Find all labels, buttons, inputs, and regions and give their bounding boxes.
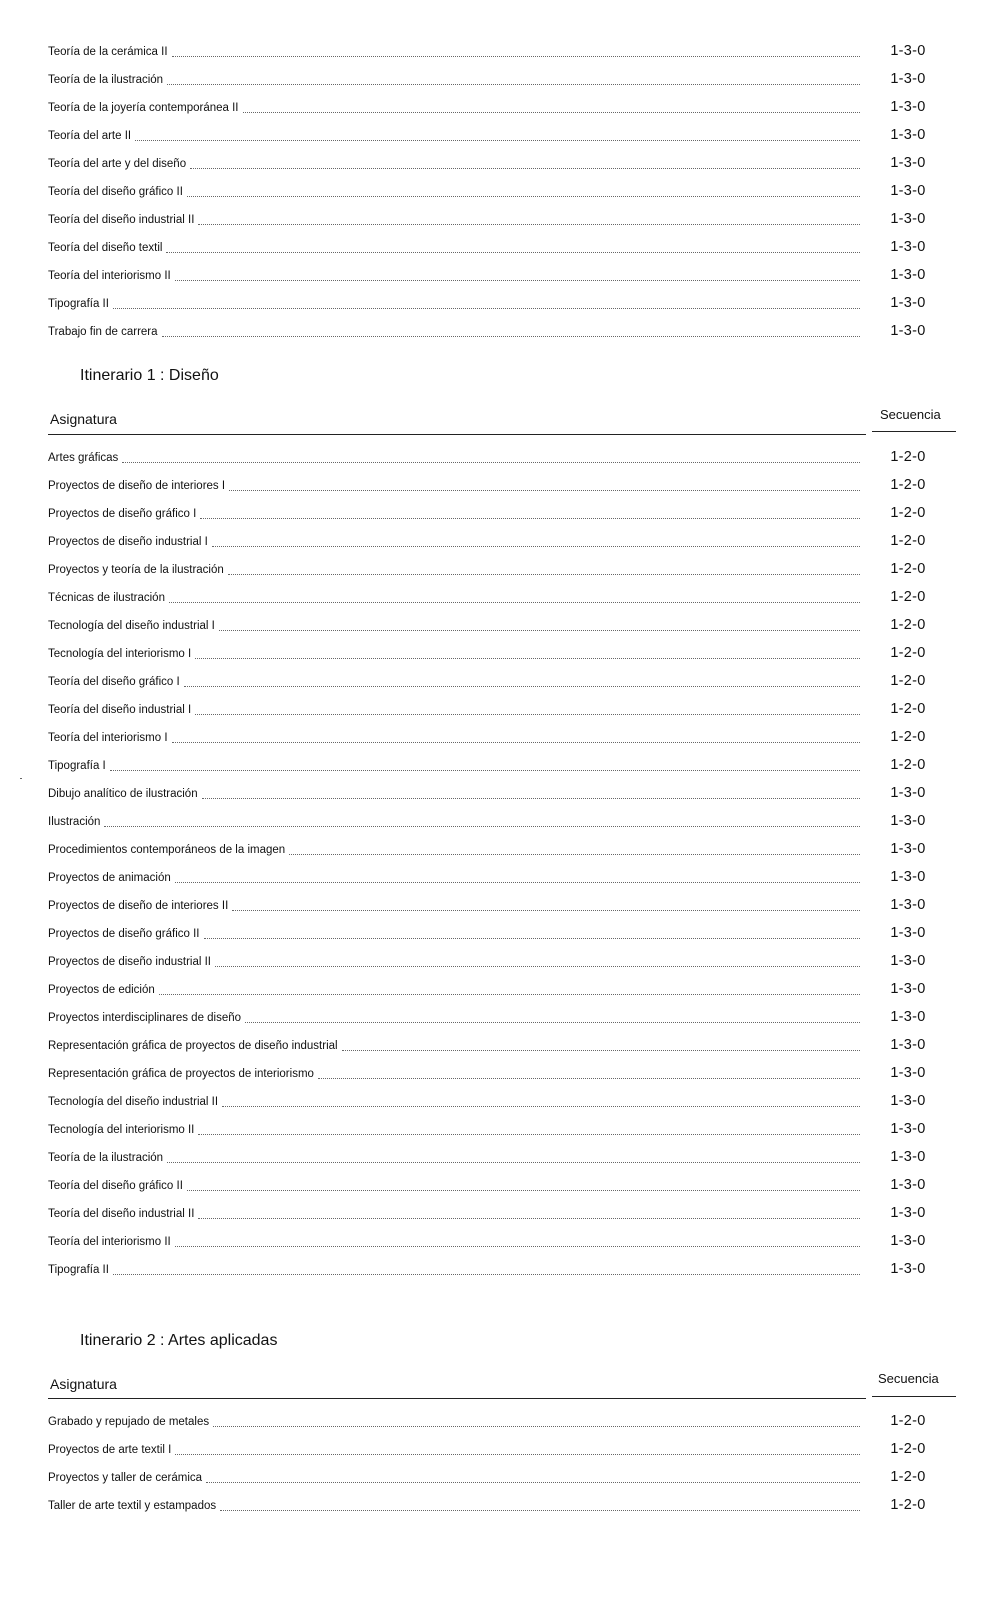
course-sequence: 1-2-0	[890, 505, 926, 521]
dot-leader	[195, 657, 860, 659]
dot-leader	[175, 1453, 860, 1455]
course-sequence: 1-2-0	[890, 1441, 926, 1457]
course-sequence: 1-2-0	[890, 1497, 926, 1513]
course-name: Proyectos y taller de cerámica	[48, 1472, 203, 1484]
list-item	[48, 71, 938, 91]
course-name: Proyectos de arte textil I	[48, 1444, 172, 1456]
course-name: Tipografía I	[48, 760, 106, 772]
course-sequence: 1-2-0	[890, 645, 926, 661]
dot-leader	[166, 251, 860, 253]
dot-leader	[187, 1189, 860, 1191]
list-item	[48, 127, 938, 147]
dot-leader	[169, 601, 860, 603]
course-name: Proyectos de diseño gráfico I	[48, 508, 197, 520]
column-header-secuencia: Secuencia	[878, 1371, 939, 1386]
dot-leader	[175, 1245, 860, 1247]
list-item	[48, 1093, 938, 1113]
course-name: Teoría del interiorismo I	[48, 732, 168, 744]
column-header-asignatura: Asignatura	[50, 411, 117, 427]
course-sequence: 1-2-0	[890, 589, 926, 605]
course-name: Proyectos de diseño industrial I	[48, 536, 208, 548]
dot-leader	[202, 797, 860, 799]
list-item	[48, 561, 938, 581]
dot-leader	[219, 629, 860, 631]
list-item	[48, 1121, 938, 1141]
course-sequence: 1-3-0	[890, 1149, 926, 1165]
list-item	[48, 869, 938, 889]
course-sequence: 1-3-0	[890, 1177, 926, 1193]
dot-leader	[172, 741, 860, 743]
course-name: Ilustración	[48, 816, 101, 828]
course-name: Proyectos interdisciplinares de diseño	[48, 1012, 242, 1024]
dot-leader	[289, 853, 860, 855]
course-name: Proyectos de animación	[48, 872, 171, 884]
list-item	[48, 505, 938, 525]
course-name: Tipografía II	[48, 298, 109, 310]
list-item	[48, 729, 938, 749]
course-sequence: 1-2-0	[890, 561, 926, 577]
list-item	[48, 589, 938, 609]
course-sequence: 1-2-0	[890, 1413, 926, 1429]
list-item	[48, 1205, 938, 1225]
course-name: Tecnología del diseño industrial II	[48, 1096, 219, 1108]
course-sequence: 1-3-0	[890, 813, 926, 829]
course-sequence: 1-3-0	[890, 841, 926, 857]
course-name: Teoría del arte y del diseño	[48, 158, 187, 170]
dot-leader	[122, 461, 860, 463]
dot-leader	[104, 825, 860, 827]
course-name: Procedimientos contemporáneos de la imagen	[48, 844, 286, 856]
course-name: Tecnología del diseño industrial I	[48, 620, 215, 632]
course-name: Proyectos de diseño industrial II	[48, 956, 212, 968]
list-item	[48, 981, 938, 1001]
dot-leader	[232, 909, 860, 911]
dot-leader	[113, 1273, 860, 1275]
course-name: Dibujo analítico de ilustración	[48, 788, 198, 800]
list-item	[48, 1497, 938, 1517]
list-item	[48, 1177, 938, 1197]
course-sequence: 1-3-0	[890, 43, 926, 59]
course-sequence: 1-3-0	[890, 1093, 926, 1109]
course-name: Teoría del diseño industrial I	[48, 704, 192, 716]
dot-leader	[243, 111, 860, 113]
list-item	[48, 841, 938, 861]
dot-leader	[222, 1105, 860, 1107]
course-sequence: 1-3-0	[890, 211, 926, 227]
course-sequence: 1-3-0	[890, 155, 926, 171]
dot-leader	[110, 769, 860, 771]
list-item	[48, 701, 938, 721]
dot-leader	[172, 55, 860, 57]
header-rule	[872, 1396, 956, 1397]
list-item	[48, 183, 938, 203]
course-name: Teoría del interiorismo II	[48, 1236, 171, 1248]
course-name: Teoría de la joyería contemporánea II	[48, 102, 239, 114]
course-name: Tipografía II	[48, 1264, 109, 1276]
list-item	[48, 1441, 938, 1461]
dot-leader	[198, 1217, 860, 1219]
dot-leader	[215, 965, 860, 967]
dot-leader	[195, 713, 860, 715]
course-sequence: 1-3-0	[890, 981, 926, 997]
course-sequence: 1-3-0	[890, 785, 926, 801]
dot-leader	[220, 1509, 860, 1511]
list-item	[48, 1065, 938, 1085]
dot-leader	[245, 1021, 860, 1023]
dot-leader	[200, 517, 860, 519]
list-item	[48, 1233, 938, 1253]
course-name: Representación gráfica de proyectos de interiorismo	[48, 1068, 314, 1080]
course-name: Grabado y repujado de metales	[48, 1416, 210, 1428]
course-name: Proyectos de diseño de interiores I	[48, 480, 226, 492]
course-sequence: 1-3-0	[890, 183, 926, 199]
course-sequence: 1-2-0	[890, 449, 926, 465]
dot-leader	[229, 489, 860, 491]
scan-speck	[20, 778, 22, 779]
dot-leader	[113, 307, 860, 309]
course-sequence: 1-2-0	[890, 729, 926, 745]
course-name: Artes gráficas	[48, 452, 119, 464]
dot-leader	[206, 1481, 860, 1483]
course-sequence: 1-3-0	[890, 1065, 926, 1081]
dot-leader	[198, 223, 860, 225]
course-sequence: 1-3-0	[890, 1121, 926, 1137]
course-sequence: 1-3-0	[890, 1233, 926, 1249]
course-sequence: 1-2-0	[890, 757, 926, 773]
course-name: Teoría del diseño industrial II	[48, 214, 195, 226]
course-name: Teoría del diseño gráfico II	[48, 186, 183, 198]
list-item	[48, 267, 938, 287]
list-item	[48, 813, 938, 833]
dot-leader	[198, 1133, 860, 1135]
course-name: Taller de arte textil y estampados	[48, 1500, 217, 1512]
course-sequence: 1-2-0	[890, 1469, 926, 1485]
list-item	[48, 323, 938, 343]
dot-leader	[167, 83, 860, 85]
dot-leader	[342, 1049, 860, 1051]
course-sequence: 1-3-0	[890, 1037, 926, 1053]
course-sequence: 1-3-0	[890, 71, 926, 87]
course-name: Teoría de la ilustración	[48, 74, 164, 86]
dot-leader	[175, 279, 860, 281]
dot-leader	[212, 545, 860, 547]
header-rule	[872, 431, 956, 432]
course-name: Teoría del diseño industrial II	[48, 1208, 195, 1220]
course-name: Teoría de la cerámica II	[48, 46, 168, 58]
course-sequence: 1-3-0	[890, 1205, 926, 1221]
course-name: Proyectos de edición	[48, 984, 155, 996]
list-item	[48, 897, 938, 917]
dot-leader	[159, 993, 860, 995]
course-name: Teoría del arte II	[48, 130, 132, 142]
list-item	[48, 239, 938, 259]
list-item	[48, 1413, 938, 1433]
dot-leader	[187, 195, 860, 197]
course-sequence: 1-2-0	[890, 477, 926, 493]
course-name: Proyectos y teoría de la ilustración	[48, 564, 224, 576]
course-sequence: 1-2-0	[890, 533, 926, 549]
course-name: Tecnología del interiorismo I	[48, 648, 192, 660]
course-sequence: 1-3-0	[890, 239, 926, 255]
list-item	[48, 449, 938, 469]
list-item	[48, 757, 938, 777]
course-sequence: 1-3-0	[890, 869, 926, 885]
dot-leader	[167, 1161, 860, 1163]
course-name: Teoría de la ilustración	[48, 1152, 164, 1164]
itinerary1-title: Itinerario 1 : Diseño	[80, 367, 219, 384]
dot-leader	[190, 167, 860, 169]
course-sequence: 1-3-0	[890, 897, 926, 913]
course-sequence: 1-3-0	[890, 323, 926, 339]
course-sequence: 1-2-0	[890, 673, 926, 689]
list-item	[48, 1149, 938, 1169]
course-name: Representación gráfica de proyectos de diseño industrial	[48, 1040, 338, 1052]
course-sequence: 1-3-0	[890, 127, 926, 143]
list-item	[48, 953, 938, 973]
course-name: Tecnología del interiorismo II	[48, 1124, 195, 1136]
dot-leader	[162, 335, 860, 337]
course-sequence: 1-3-0	[890, 295, 926, 311]
list-item	[48, 155, 938, 175]
course-name: Proyectos de diseño de interiores II	[48, 900, 229, 912]
list-item	[48, 43, 938, 63]
list-item	[48, 925, 938, 945]
dot-leader	[213, 1425, 860, 1427]
itinerary2-title: Itinerario 2 : Artes aplicadas	[80, 1332, 278, 1349]
list-item	[48, 1261, 938, 1281]
course-name: Proyectos de diseño gráfico II	[48, 928, 200, 940]
column-header-secuencia: Secuencia	[880, 407, 941, 422]
dot-leader	[175, 881, 860, 883]
dot-leader	[228, 573, 860, 575]
course-sequence: 1-3-0	[890, 1009, 926, 1025]
course-sequence: 1-3-0	[890, 267, 926, 283]
list-item	[48, 99, 938, 119]
dot-leader	[204, 937, 861, 939]
course-sequence: 1-3-0	[890, 925, 926, 941]
list-item	[48, 1037, 938, 1057]
list-item	[48, 533, 938, 553]
header-rule	[48, 434, 866, 435]
course-name: Técnicas de ilustración	[48, 592, 165, 604]
course-name: Teoría del diseño textil	[48, 242, 163, 254]
list-item	[48, 1469, 938, 1489]
course-name: Trabajo fin de carrera	[48, 326, 158, 338]
course-name: Teoría del interiorismo II	[48, 270, 171, 282]
list-item	[48, 211, 938, 231]
dot-leader	[135, 139, 860, 141]
list-item	[48, 673, 938, 693]
course-sequence: 1-2-0	[890, 617, 926, 633]
dot-leader	[184, 685, 860, 687]
list-item	[48, 1009, 938, 1029]
course-name: Teoría del diseño gráfico II	[48, 1180, 183, 1192]
header-rule	[48, 1398, 866, 1399]
course-sequence: 1-3-0	[890, 1261, 926, 1277]
list-item	[48, 295, 938, 315]
list-item	[48, 477, 938, 497]
course-sequence: 1-3-0	[890, 953, 926, 969]
list-item	[48, 617, 938, 637]
list-item	[48, 645, 938, 665]
column-header-asignatura: Asignatura	[50, 1376, 117, 1392]
course-sequence: 1-3-0	[890, 99, 926, 115]
course-name: Teoría del diseño gráfico I	[48, 676, 180, 688]
course-sequence: 1-2-0	[890, 701, 926, 717]
dot-leader	[318, 1077, 860, 1079]
list-item	[48, 785, 938, 805]
